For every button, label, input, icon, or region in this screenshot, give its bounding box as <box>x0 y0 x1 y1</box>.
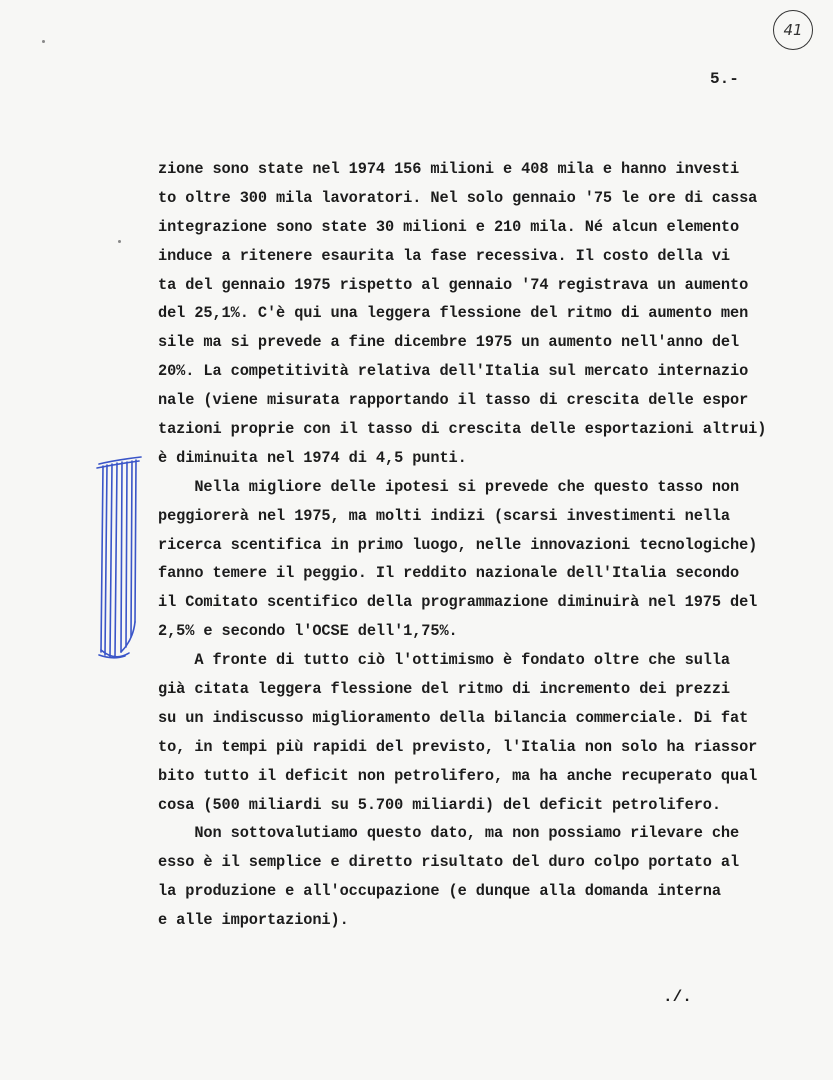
text-line: ta del gennaio 1975 rispetto al gennaio '74 registrava un aumento <box>158 275 749 294</box>
text-line: peggiorerà nel 1975, ma molti indizi (scarsi investimenti nella <box>158 506 731 525</box>
text-line: fanno temere il peggio. Il reddito nazionale dell'Italia secondo <box>158 564 740 583</box>
text-line: 20%. La competitività relativa dell'Italia sul mercato internazio <box>158 362 749 381</box>
handwritten-margin-mark <box>95 452 145 662</box>
text-line: ricerca scentifica in primo luogo, nelle innovazioni tecnologiche) <box>158 535 758 554</box>
page-number: 5.- <box>710 70 739 88</box>
text-line: A fronte di tutto ciò l'ottimismo è fondato oltre che sulla <box>158 651 731 670</box>
archive-number: 41 <box>783 21 803 39</box>
scan-speck <box>42 40 45 43</box>
text-line: Nella migliore delle ipotesi si prevede che questo tasso non <box>158 477 740 496</box>
archive-number-circle <box>773 10 813 50</box>
text-line: su un indiscusso miglioramento della bilancia commerciale. Di fat <box>158 708 749 727</box>
text-line: la produzione e all'occupazione (e dunque alla domanda interna <box>158 882 721 901</box>
text-line: bito tutto il deficit non petrolifero, ma ha anche recuperato qual <box>158 766 758 785</box>
text-line: 2,5% e secondo l'OCSE dell'1,75%. <box>158 622 458 641</box>
text-line: già citata leggera flessione del ritmo di incremento dei prezzi <box>158 680 731 699</box>
text-line: Non sottovalutiamo questo dato, ma non possiamo rilevare che <box>158 824 740 843</box>
text-line: zione sono state nel 1974 156 milioni e 408 mila e hanno investi <box>158 160 740 178</box>
text-line: integrazione sono state 30 milioni e 210 mila. Né alcun elemento <box>158 217 740 236</box>
text-line: nale (viene misurata rapportando il tasso di crescita delle espor <box>158 391 749 410</box>
text-line: tazioni proprie con il tasso di crescita delle esportazioni altrui) <box>158 420 767 439</box>
text-line: esso è il semplice e diretto risultato del duro colpo portato al <box>158 853 740 872</box>
text-line: il Comitato scentifico della programmazione diminuirà nel 1975 del <box>158 593 758 612</box>
text-line: induce a ritenere esaurita la fase recessiva. Il costo della vi <box>158 246 731 265</box>
continuation-mark: ./. <box>663 988 692 1006</box>
text-line: del 25,1%. C'è qui una leggera flessione del ritmo di aumento men <box>158 304 749 323</box>
text-line: e alle importazioni). <box>158 911 349 930</box>
body-text <box>158 155 828 935</box>
scan-speck <box>118 240 121 243</box>
text-line: è diminuita nel 1974 di 4,5 punti. <box>158 448 467 467</box>
text-line: sile ma si prevede a fine dicembre 1975 un aumento nell'anno del <box>158 333 740 352</box>
text-line: cosa (500 miliardi su 5.700 miliardi) del deficit petrolifero. <box>158 795 721 814</box>
text-line: to oltre 300 mila lavoratori. Nel solo gennaio '75 le ore di cassa <box>158 188 758 207</box>
text-line: to, in tempi più rapidi del previsto, l'Italia non solo ha riassor <box>158 737 758 756</box>
